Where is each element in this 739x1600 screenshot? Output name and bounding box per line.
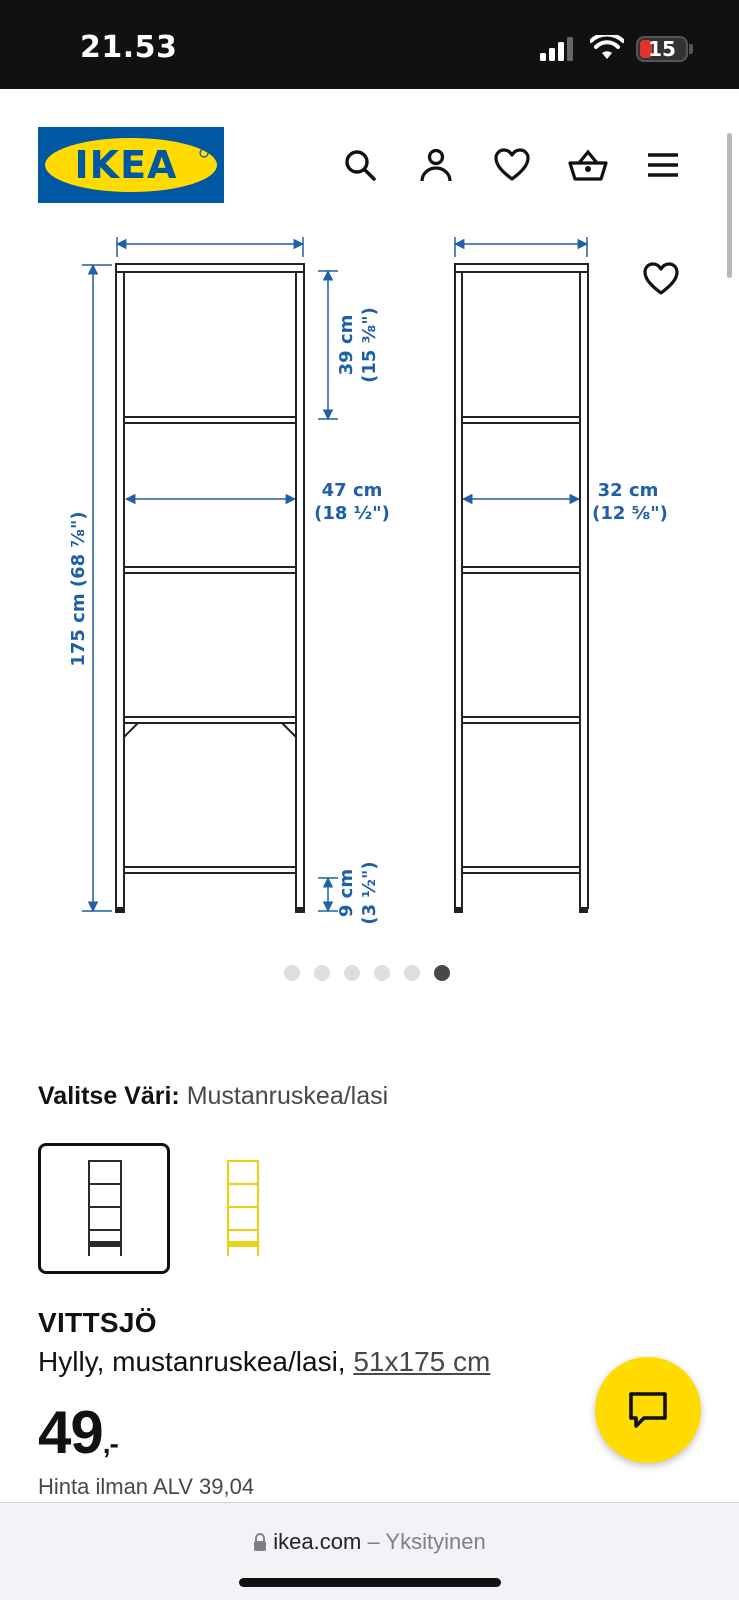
depth-in-label: (12 ⅝") [592,503,668,524]
depth-cm-label: 32 cm [597,480,659,501]
battery-level: 15 [648,37,676,61]
price-without-vat: Hinta ilman ALV 39,04 [38,1474,255,1499]
shelf-gap-in-label: (15 ⅜") [359,307,380,383]
height-label: 175 cm (68 ⅞") [68,511,89,667]
product-name: VITTSJÖ [38,1307,157,1338]
carousel-dot[interactable] [404,965,420,981]
carousel-dot[interactable] [314,965,330,981]
price-value: 49 [38,1399,103,1466]
battery-icon [636,36,688,62]
color-selector-label [38,1082,388,1111]
wifi-icon [590,35,624,61]
url-domain: ikea.com [273,1529,362,1554]
add-to-favorites-heart-icon[interactable] [642,261,686,305]
product-image-gallery[interactable] [0,229,739,949]
bottom-in-label: (3 ½") [359,861,380,925]
dimension-drawing [0,229,739,949]
color-label-key: Valitse Väri: [38,1082,180,1110]
carousel-dot[interactable] [284,965,300,981]
product-description [38,1346,490,1378]
basket-icon[interactable] [568,145,608,185]
color-swatch-black-brown[interactable] [38,1143,170,1274]
cellular-signal-icon [540,37,576,61]
heart-icon[interactable] [492,145,532,185]
shelf-gap-cm-label: 39 cm [336,314,357,376]
carousel-dot[interactable] [344,965,360,981]
ikea-logo[interactable] [38,127,224,203]
price-suffix: ,- [102,1428,118,1459]
color-swatch-yellow[interactable] [182,1143,314,1274]
chat-button[interactable] [595,1357,701,1463]
color-label-value: Mustanruskea/lasi [186,1082,389,1110]
search-icon[interactable] [340,145,380,185]
svg-text:IKEA: IKEA [74,143,178,187]
url-separator: – [361,1529,386,1554]
carousel-dots [284,965,450,981]
home-indicator[interactable] [239,1578,501,1587]
width-in-label: (18 ½") [314,503,390,524]
status-time: 21.53 [80,30,178,65]
product-dimensions-link[interactable]: 51x175 cm [353,1346,491,1377]
carousel-dot-active[interactable] [434,965,450,981]
chat-icon [628,1391,668,1429]
lock-icon [253,1533,267,1551]
width-cm-label: 47 cm [321,480,383,501]
menu-icon[interactable] [643,145,683,185]
bottom-cm-label: 9 cm [336,868,357,918]
status-bar [0,0,739,89]
product-type: Hylly, mustanruskea/lasi, [38,1346,346,1377]
product-price [38,1398,118,1467]
carousel-dot[interactable] [374,965,390,981]
url-text[interactable] [0,1529,739,1555]
browser-url-bar[interactable] [0,1502,739,1600]
user-icon[interactable] [416,145,456,185]
private-mode-label: Yksityinen [385,1529,486,1554]
site-header [0,89,739,229]
